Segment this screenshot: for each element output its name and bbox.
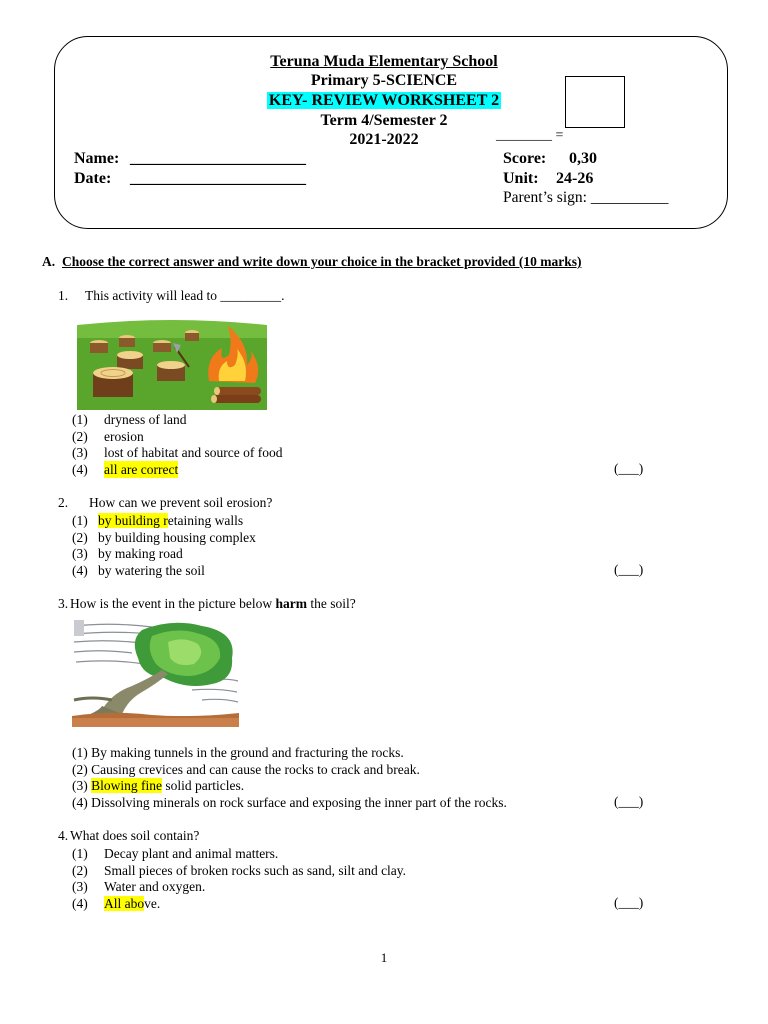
name-label: Name: bbox=[74, 150, 120, 167]
name-blank: ______________________ bbox=[130, 150, 306, 167]
term-line: Term 4/Semester 2 bbox=[320, 112, 448, 129]
q2-option-3 bbox=[72, 545, 183, 562]
option-number: (3) bbox=[72, 445, 88, 460]
q4-number: 4. bbox=[58, 828, 69, 843]
q1-option-4 bbox=[72, 461, 179, 478]
option-number: (3) bbox=[72, 778, 88, 793]
q4-text: What does soil contain? bbox=[70, 828, 200, 843]
score-value: 0,30 bbox=[569, 150, 597, 167]
score-box bbox=[565, 76, 625, 128]
section-a-instruction: Choose the correct answer and write down your choice in the bracket provided (10 marks) bbox=[62, 254, 582, 269]
q3-text-bold: harm bbox=[275, 596, 307, 611]
option-text: Causing crevices and can cause the rocks to crack and break. bbox=[91, 762, 420, 777]
q3-option-1 bbox=[72, 744, 404, 761]
q3-text bbox=[70, 595, 356, 612]
q4-option-4 bbox=[72, 895, 161, 912]
option-number: (2) bbox=[72, 762, 88, 777]
option-text: erosion bbox=[104, 429, 144, 444]
q1-number: 1. bbox=[58, 288, 69, 303]
section-a-letter: A. bbox=[42, 254, 56, 269]
option-number: (3) bbox=[72, 546, 88, 561]
deforestation-image bbox=[77, 303, 267, 410]
option-number: (4) bbox=[72, 462, 88, 477]
unit-value: 24-26 bbox=[556, 170, 594, 187]
q1-text: This activity will lead to _________. bbox=[85, 288, 285, 303]
option-number: (1) bbox=[72, 745, 88, 760]
score-label: Score: bbox=[503, 150, 547, 167]
option-text: By making tunnels in the ground and fracturing the rocks. bbox=[91, 745, 404, 760]
q3-option-3 bbox=[72, 777, 244, 794]
page-number: 1 bbox=[380, 950, 388, 965]
option-number: (4) bbox=[72, 563, 88, 578]
unit-label: Unit: bbox=[503, 170, 539, 187]
option-text-highlighted: All abo bbox=[104, 896, 145, 911]
year-line: 2021-2022 bbox=[349, 131, 419, 148]
worksheet-title: KEY- REVIEW WORKSHEET 2 bbox=[268, 92, 500, 109]
q3-number: 3. bbox=[58, 596, 69, 611]
q3-text-before: How is the event in the picture below bbox=[70, 596, 276, 611]
option-text: Dissolving minerals on rock surface and exposing the inner part of the rocks. bbox=[91, 795, 507, 810]
q1-option-1 bbox=[72, 411, 187, 428]
score-fraction-line: ________ = bbox=[496, 128, 564, 143]
option-number: (4) bbox=[72, 896, 88, 911]
option-number: (4) bbox=[72, 795, 88, 810]
q4-option-3 bbox=[72, 878, 206, 895]
q2-text: How can we prevent soil erosion? bbox=[89, 495, 273, 510]
option-number: (3) bbox=[72, 879, 88, 894]
q2-option-4 bbox=[72, 562, 205, 579]
q2-option-1 bbox=[72, 512, 244, 529]
q3-text-after: the soil? bbox=[306, 596, 356, 611]
q3-answer-bracket[interactable]: (___) bbox=[614, 794, 644, 809]
option-text-highlighted: all are correct bbox=[104, 462, 179, 477]
option-text: ve. bbox=[144, 896, 161, 911]
q4-option-2 bbox=[72, 862, 407, 879]
q2-answer-bracket[interactable]: (___) bbox=[614, 562, 644, 577]
school-name: Teruna Muda Elementary School bbox=[270, 53, 498, 70]
date-blank: ______________________ bbox=[130, 170, 306, 187]
wind-erosion-image bbox=[72, 618, 239, 727]
option-number: (1) bbox=[72, 846, 88, 861]
subject-title: Primary 5-SCIENCE bbox=[310, 72, 458, 89]
option-text: dryness of land bbox=[104, 412, 187, 427]
option-text: by watering the soil bbox=[98, 563, 205, 578]
option-text: solid particles. bbox=[162, 778, 245, 793]
option-text: Small pieces of broken rocks such as sand, silt and clay. bbox=[104, 863, 407, 878]
option-text: Decay plant and animal matters. bbox=[104, 846, 279, 861]
option-text: Water and oxygen. bbox=[104, 879, 206, 894]
q3-option-4 bbox=[72, 794, 507, 811]
q2-number: 2. bbox=[58, 495, 69, 510]
option-text: lost of habitat and source of food bbox=[104, 445, 283, 460]
q1-answer-bracket[interactable]: (___) bbox=[614, 461, 644, 476]
option-number: (2) bbox=[72, 863, 88, 878]
option-text: by building housing complex bbox=[98, 530, 256, 545]
option-number: (1) bbox=[72, 412, 88, 427]
option-text: etaining walls bbox=[167, 513, 244, 528]
q1-option-2 bbox=[72, 428, 144, 445]
q4-option-1 bbox=[72, 845, 279, 862]
q2-option-2 bbox=[72, 529, 256, 546]
option-number: (2) bbox=[72, 530, 88, 545]
option-text: by making road bbox=[98, 546, 183, 561]
date-label: Date: bbox=[74, 170, 112, 187]
q3-option-2 bbox=[72, 761, 420, 778]
option-number: (2) bbox=[72, 429, 88, 444]
worksheet-title-wrap bbox=[0, 91, 768, 110]
option-number: (1) bbox=[72, 513, 88, 528]
q4-answer-bracket[interactable]: (___) bbox=[614, 895, 644, 910]
q1-option-3 bbox=[72, 444, 283, 461]
option-text-highlighted: Blowing fine bbox=[91, 778, 162, 793]
parent-sign: Parent’s sign: __________ bbox=[503, 189, 669, 206]
option-text-highlighted: by building r bbox=[98, 513, 168, 528]
